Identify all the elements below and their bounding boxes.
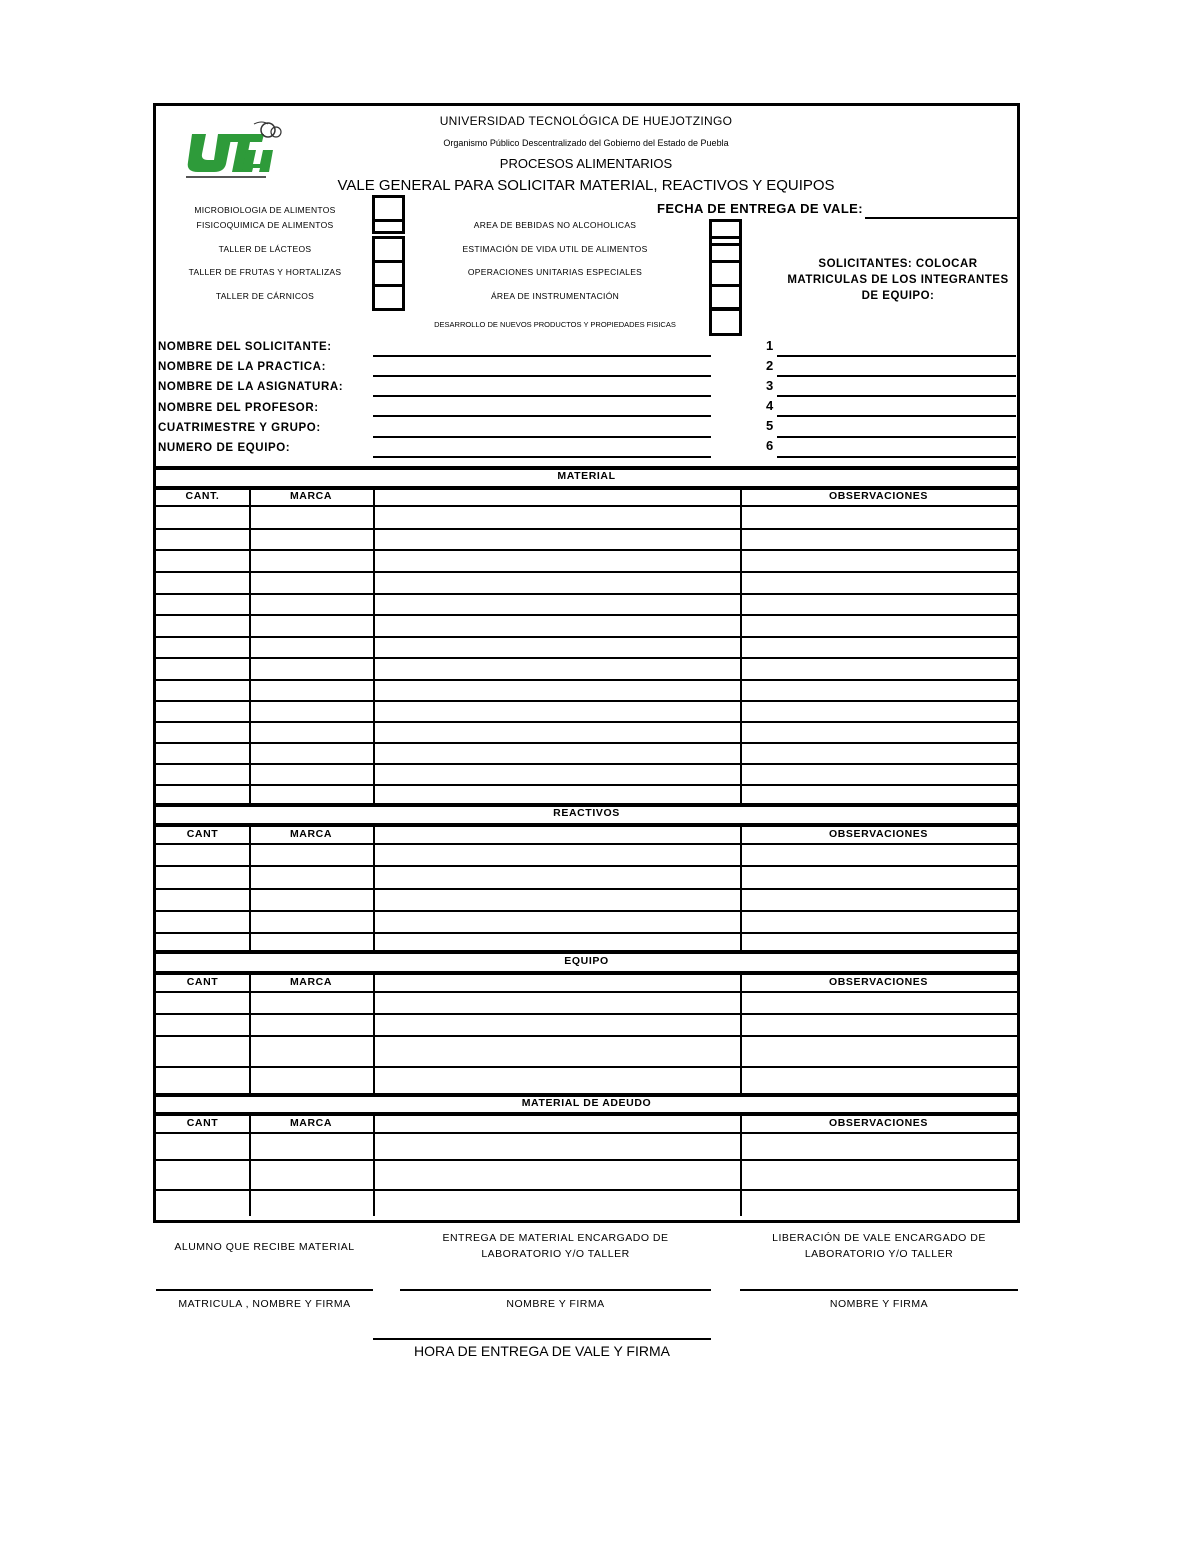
table-row[interactable] (156, 742, 1017, 763)
column-header-cant: CANT. (185, 490, 220, 502)
lab-fisicoquimica: FISICOQUIMICA DE ALIMENTOS (196, 220, 334, 230)
member-line[interactable] (777, 375, 1016, 377)
table-row[interactable] (156, 932, 1017, 950)
applicants-note-line: MATRICULAS DE LOS INTEGRANTES (787, 274, 1009, 286)
footer-release-sign: NOMBRE Y FIRMA (829, 1298, 929, 1310)
applicants-note-line: SOLICITANTES: COLOCAR (818, 258, 978, 270)
field-label-practica: NOMBRE DE LA PRACTICA: (158, 361, 327, 373)
column-header-marca: MARCA (289, 490, 333, 502)
member-number: 5 (766, 418, 774, 433)
field-line-asignatura[interactable] (373, 395, 711, 397)
lab-desarrollo: DESARROLLO DE NUEVOS PRODUCTOS Y PROPIEDADES FISICAS (434, 320, 676, 329)
checkbox-vida-util[interactable] (709, 236, 742, 263)
field-label-equipo: NUMERO DE EQUIPO: (158, 442, 291, 454)
table-row[interactable] (156, 721, 1017, 742)
table-row[interactable] (156, 614, 1017, 636)
delivery-date-label: FECHA DE ENTREGA DE VALE: (657, 201, 863, 216)
checkbox-carnicos[interactable] (372, 284, 405, 311)
table-row[interactable] (156, 1132, 1017, 1159)
table-column-rule (373, 971, 375, 1093)
table-row[interactable] (156, 843, 1017, 865)
column-header-cant: CANT (186, 1117, 219, 1129)
applicants-note (780, 256, 1016, 304)
table-row[interactable] (156, 1035, 1017, 1066)
column-header-observaciones: OBSERVACIONES (828, 828, 928, 840)
column-header-observaciones: OBSERVACIONES (828, 1117, 928, 1129)
table-row[interactable] (156, 679, 1017, 700)
field-label-cuatrimestre: CUATRIMESTRE Y GRUPO: (158, 422, 321, 434)
member-line[interactable] (777, 395, 1016, 397)
table-row[interactable] (156, 1013, 1017, 1035)
checkbox-fisicoquimica[interactable] (372, 218, 405, 234)
lab-vida-util: ESTIMACIÓN DE VIDA UTIL DE ALIMENTOS (462, 244, 648, 254)
university-name: UNIVERSIDAD TECNOLÓGICA DE HUEJOTZINGO (439, 114, 733, 128)
table-row[interactable] (156, 784, 1017, 803)
section-title-reactivos: REACTIVOS (553, 807, 620, 819)
table-column-rule (373, 823, 375, 950)
table-column-rule (740, 971, 742, 1093)
footer-release-label-2: LABORATORIO Y/O TALLER (804, 1248, 954, 1260)
table-row[interactable] (156, 991, 1017, 1013)
footer-hour-sign: HORA DE ENTREGA DE VALE Y FIRMA (414, 1343, 670, 1359)
signature-line-delivery[interactable] (400, 1289, 711, 1291)
field-label-asignatura: NOMBRE DE LA ASIGNATURA: (158, 381, 344, 393)
table-column-rule (249, 971, 251, 1093)
table-rule (156, 823, 1017, 827)
lab-microbiologia: MICROBIOLOGIA DE ALIMENTOS (194, 205, 336, 215)
table-row[interactable] (156, 865, 1017, 888)
signature-line-release[interactable] (740, 1289, 1018, 1291)
checkbox-desarrollo[interactable] (709, 307, 742, 336)
checkbox-operaciones[interactable] (709, 260, 742, 287)
field-line-profesor[interactable] (373, 415, 711, 417)
table-row[interactable] (156, 549, 1017, 571)
table-row[interactable] (156, 1066, 1017, 1093)
signature-line-student[interactable] (156, 1289, 373, 1291)
form-title: VALE GENERAL PARA SOLICITAR MATERIAL, REACTIVOS Y EQUIPOS (337, 177, 835, 194)
table-column-rule (373, 486, 375, 803)
table-row[interactable] (156, 528, 1017, 549)
lab-lacteos: TALLER DE LÁCTEOS (218, 244, 312, 254)
member-number: 6 (766, 438, 774, 453)
member-line[interactable] (777, 415, 1016, 417)
column-header-cant: CANT (186, 976, 219, 988)
column-header-observaciones: OBSERVACIONES (828, 976, 928, 988)
table-rule (156, 971, 1017, 975)
table-column-rule (249, 1112, 251, 1216)
footer-delivery-label-1: ENTREGA DE MATERIAL ENCARGADO DE (442, 1232, 669, 1244)
footer-delivery-sign: NOMBRE Y FIRMA (506, 1298, 605, 1310)
table-column-rule (249, 486, 251, 803)
column-header-marca: MARCA (289, 976, 333, 988)
table-column-rule (373, 1112, 375, 1216)
checkbox-frutas[interactable] (372, 260, 405, 287)
field-label-profesor: NOMBRE DEL PROFESOR: (158, 402, 319, 414)
signature-line-hour[interactable] (373, 1338, 711, 1340)
footer-student-sign: MATRICULA , NOMBRE Y FIRMA (178, 1298, 351, 1310)
column-header-cant: CANT (186, 828, 219, 840)
field-line-equipo[interactable] (373, 456, 711, 458)
table-row[interactable] (156, 763, 1017, 784)
lab-carnicos: TALLER DE CÁRNICOS (215, 291, 315, 301)
member-line[interactable] (777, 456, 1016, 458)
table-row[interactable] (156, 1189, 1017, 1216)
section-title-adeudo: MATERIAL DE ADEUDO (521, 1097, 652, 1109)
member-number: 4 (766, 398, 774, 413)
section-title-equipo: EQUIPO (564, 955, 609, 967)
table-rule (156, 950, 1017, 954)
field-line-solicitante[interactable] (373, 355, 711, 357)
member-number: 1 (766, 338, 774, 353)
lab-bebidas: AREA DE BEBIDAS NO ALCOHOLICAS (473, 220, 637, 230)
footer-student-label: ALUMNO QUE RECIBE MATERIAL (174, 1241, 355, 1253)
uth-logo (184, 120, 284, 182)
member-line[interactable] (777, 355, 1016, 357)
table-row[interactable] (156, 700, 1017, 721)
table-column-rule (740, 486, 742, 803)
organism-line: Organismo Público Descentralizado del Gobierno del Estado de Puebla (443, 138, 729, 148)
section-title-material: MATERIAL (557, 470, 616, 482)
delivery-date-line[interactable] (865, 217, 1017, 219)
column-header-marca: MARCA (289, 828, 333, 840)
table-rule (156, 1112, 1017, 1116)
table-row[interactable] (156, 1159, 1017, 1189)
table-row[interactable] (156, 571, 1017, 593)
field-line-cuatrimestre[interactable] (373, 436, 711, 438)
member-number: 3 (766, 378, 774, 393)
column-header-observaciones: OBSERVACIONES (828, 490, 928, 502)
field-line-practica[interactable] (373, 375, 711, 377)
table-row[interactable] (156, 636, 1017, 657)
lab-instrumentacion: ÁREA DE INSTRUMENTACIÓN (490, 291, 620, 301)
member-number: 2 (766, 358, 774, 373)
column-header-marca: MARCA (289, 1117, 333, 1129)
table-column-rule (249, 823, 251, 950)
table-row[interactable] (156, 593, 1017, 614)
checkbox-lacteos[interactable] (372, 236, 405, 263)
field-label-solicitante: NOMBRE DEL SOLICITANTE: (158, 341, 332, 353)
table-row[interactable] (156, 888, 1017, 910)
table-row[interactable] (156, 910, 1017, 932)
table-column-rule (740, 823, 742, 950)
lab-operaciones: OPERACIONES UNITARIAS ESPECIALES (467, 267, 643, 277)
table-row[interactable] (156, 505, 1017, 528)
department-title: PROCESOS ALIMENTARIOS (499, 156, 673, 171)
member-line[interactable] (777, 436, 1016, 438)
footer-delivery-label-2: LABORATORIO Y/O TALLER (481, 1248, 630, 1260)
lab-frutas: TALLER DE FRUTAS Y HORTALIZAS (188, 267, 342, 277)
table-column-rule (740, 1112, 742, 1216)
table-row[interactable] (156, 657, 1017, 679)
footer-release-label-1: LIBERACIÓN DE VALE ENCARGADO DE (772, 1232, 986, 1244)
applicants-note-line: DE EQUIPO: (861, 290, 935, 302)
